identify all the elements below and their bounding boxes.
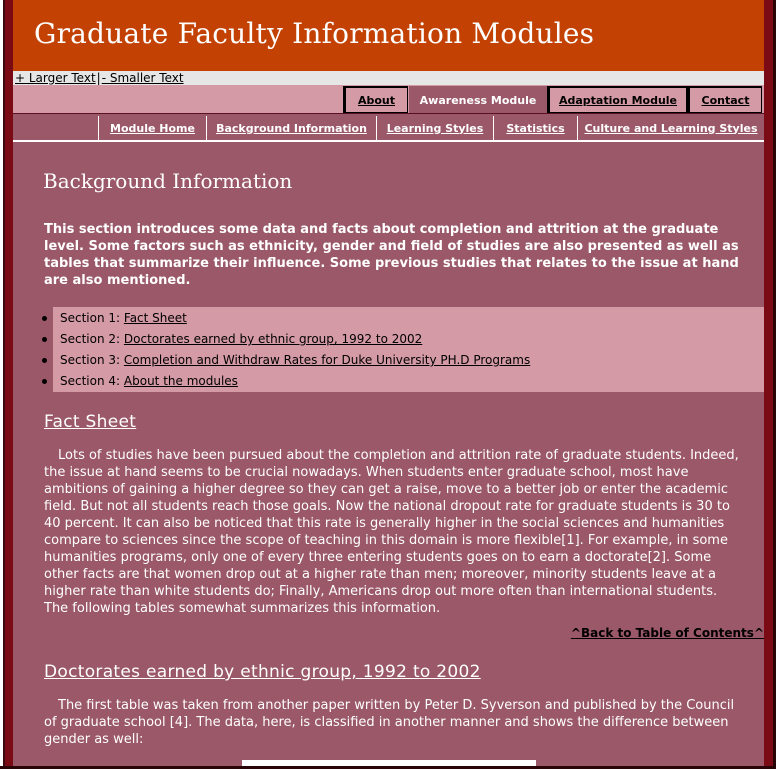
window-frame-left — [0, 0, 13, 769]
smaller-text-link[interactable]: - Smaller Text — [101, 71, 184, 85]
page-title: Background Information — [43, 169, 293, 193]
text-size-separator: | — [96, 71, 101, 85]
subnav-module-home[interactable]: Module Home — [98, 116, 206, 140]
subnav-statistics[interactable]: Statistics — [493, 116, 577, 140]
doctorates-paragraph — [44, 697, 744, 748]
module-subnav — [13, 114, 764, 142]
toc-prefix: Section 3: — [60, 353, 121, 367]
bullet-icon — [42, 379, 47, 384]
toc-link-about-modules[interactable]: About the modules — [123, 374, 238, 388]
main-tabs — [13, 85, 764, 114]
fact-sheet-paragraph — [44, 447, 744, 617]
toc-prefix: Section 1: — [60, 311, 121, 325]
larger-text-link[interactable]: + Larger Text — [15, 71, 96, 85]
toc-prefix: Section 2: — [60, 332, 121, 346]
subnav-learning-styles[interactable]: Learning Styles — [376, 116, 493, 140]
main-content — [13, 142, 764, 766]
doctorates-text: The first table was taken from another paper written by Peter D. Syverson and published by the Council of graduate school [4]. The data, here, is classified in another manner and shows the difference between gender as well: — [44, 698, 735, 747]
subnav-background-information[interactable]: Background Information — [206, 116, 376, 140]
toc-link-duke-rates[interactable]: Completion and Withdraw Rates for Duke University PH.D Programs — [123, 353, 531, 367]
toc-link-doctorates[interactable]: Doctorates earned by ethnic group, 1992 to 2002 — [123, 332, 423, 346]
tab-adaptation-module[interactable]: Adaptation Module — [547, 86, 687, 113]
toc-link-fact-sheet[interactable]: Fact Sheet — [123, 311, 187, 325]
subnav-culture-and-learning-styles[interactable]: Culture and Learning Styles — [577, 116, 764, 140]
tab-about[interactable]: About — [343, 86, 408, 113]
tab-contact[interactable]: Contact — [687, 86, 762, 113]
bullet-icon — [42, 316, 47, 321]
tab-awareness-module[interactable]: Awareness Module — [409, 86, 547, 113]
toc-prefix: Section 4: — [60, 374, 121, 388]
table-of-contents — [53, 307, 764, 392]
back-to-toc-link[interactable]: ^Back to Table of Contents^ — [570, 626, 764, 640]
bullet-icon — [42, 337, 47, 342]
site-title: Graduate Faculty Information Modules — [34, 17, 595, 50]
intro-paragraph: This section introduces some data and facts about completion and attrition at the graduate level. Some factors such as ethnicity, gender and field of studies are also presented as well as tables that summarize their influence. Some previous studies that relates to the issue at hand are also mentioned. — [44, 222, 739, 288]
text-size-controls — [13, 71, 764, 85]
fact-sheet-text: Lots of studies have been pursued about the completion and attrition rate of graduate students. Indeed, the issue at hand seems to be crucial nowadays. When students enter graduate school, most have ambitions of gaining a higher degree so they can get a raise, move to a better job or enter the academic field. But not all students reach those goals. Now the national dropout rate for graduate students is 30 to 40 percent. It can also be noticed that this rate is generally higher in the social sciences and humanities compare to sciences since the scope of teaching in this domain is more flexible[1]. For example, in some humanities programs, only one of every three entering students goes on to earn a doctorate[2]. Some other facts are that women drop out at a higher rate than men; moreover, minority students leave at a higher rate than white students do; Finally, Americans drop out more often than international students. The following tables somewhat summarizes this information. — [44, 448, 739, 616]
section-heading-doctorates[interactable]: Doctorates earned by ethnic group, 1992 to 2002 — [44, 662, 481, 682]
bullet-icon — [42, 358, 47, 363]
window-frame-right — [764, 0, 776, 769]
site-banner — [13, 0, 764, 71]
section-heading-fact-sheet[interactable]: Fact Sheet — [44, 412, 137, 432]
